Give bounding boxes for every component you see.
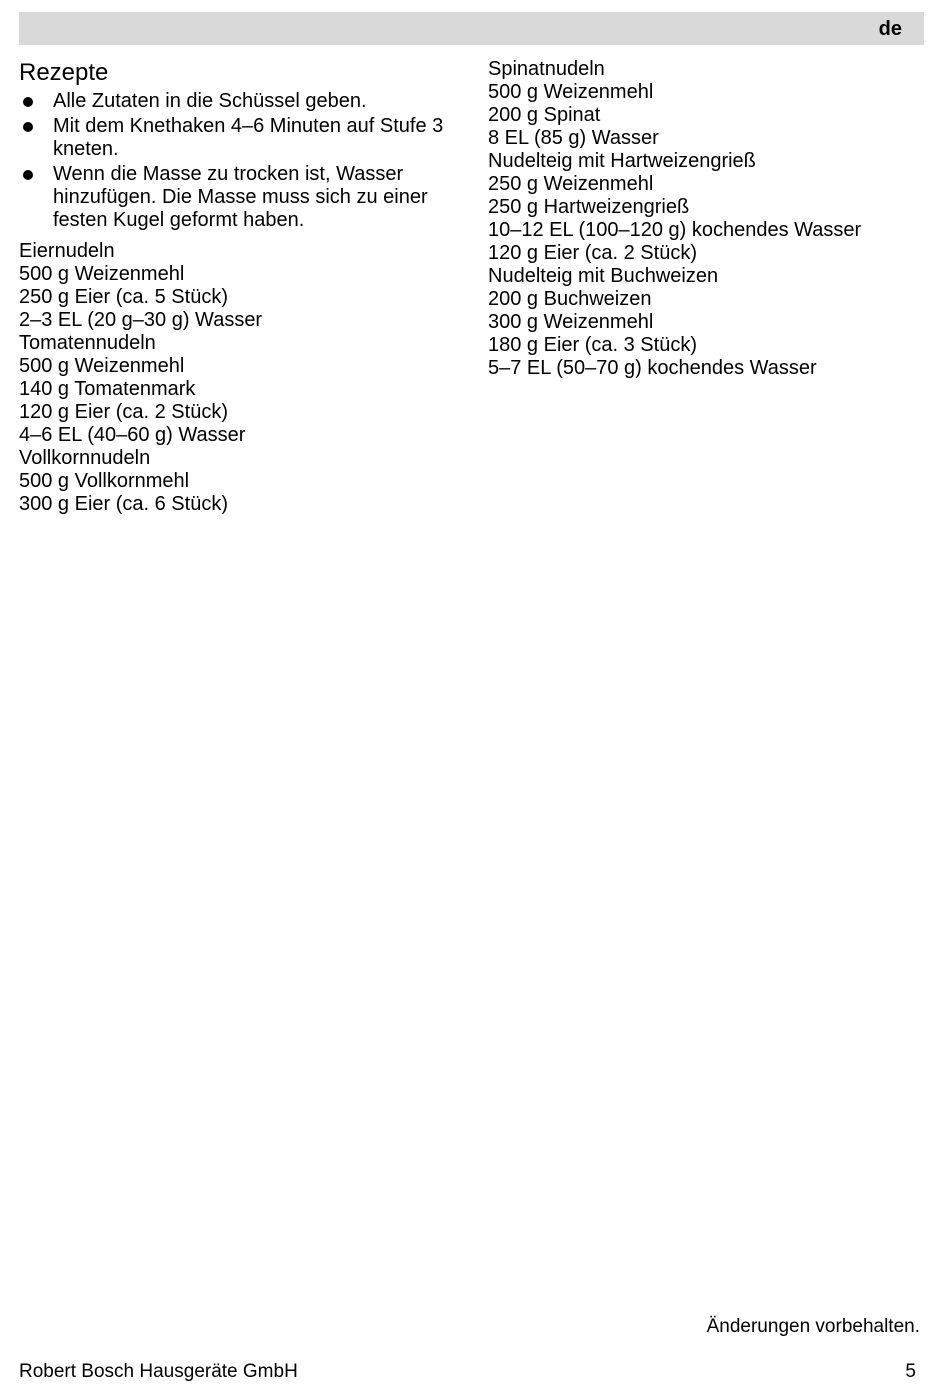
footer-company: Robert Bosch Hausgeräte GmbH — [19, 1361, 298, 1382]
ingredient: 2–3 EL (20 g–30 g) Wasser — [19, 309, 263, 331]
right-column — [488, 58, 928, 380]
step-item — [19, 163, 459, 232]
recipe-tomatennudeln — [19, 332, 459, 447]
ingredient: 250 g Eier (ca. 5 Stück) — [19, 286, 228, 308]
page-number: 5 — [905, 1361, 916, 1382]
ingredient: 300 g Weizenmehl — [488, 311, 654, 333]
ingredient: 4–6 EL (40–60 g) Wasser — [19, 424, 246, 446]
recipe-title: Nudelteig mit Hartweizengrieß — [488, 150, 756, 172]
step-item — [19, 90, 459, 113]
ingredient: 180 g Eier (ca. 3 Stück) — [488, 334, 697, 356]
recipe-title: Eiernudeln — [19, 240, 115, 262]
ingredient: 500 g Weizenmehl — [488, 81, 654, 103]
bullet-icon — [23, 122, 33, 132]
recipe-spinatnudeln — [488, 58, 928, 150]
ingredient: 500 g Weizenmehl — [19, 355, 185, 377]
steps-list — [19, 90, 459, 232]
ingredient: 120 g Eier (ca. 2 Stück) — [488, 242, 697, 264]
recipe-title: Spinatnudeln — [488, 58, 605, 80]
step-item — [19, 115, 459, 161]
ingredient: 200 g Spinat — [488, 104, 601, 126]
ingredient: 250 g Weizenmehl — [488, 173, 654, 195]
bullet-icon — [23, 97, 33, 107]
recipe-title: Tomatennudeln — [19, 332, 156, 354]
ingredient: 140 g Tomatenmark — [19, 378, 196, 400]
recipe-vollkornnudeln — [19, 447, 459, 516]
ingredient: 500 g Weizenmehl — [19, 263, 185, 285]
footer-note: Änderungen vorbehalten. — [706, 1316, 920, 1337]
recipe-eiernudeln — [19, 240, 459, 332]
recipe-buchweizen — [488, 265, 928, 380]
recipe-title: Nudelteig mit Buchweizen — [488, 265, 719, 287]
ingredient: 500 g Vollkornmehl — [19, 470, 190, 492]
language-bar — [19, 12, 924, 45]
ingredient: 250 g Hartweizengrieß — [488, 196, 690, 218]
ingredient: 10–12 EL (100–120 g) kochendes Wasser — [488, 219, 862, 241]
bullet-icon — [23, 170, 33, 180]
ingredient: 5–7 EL (50–70 g) kochendes Wasser — [488, 357, 817, 379]
step-text: Alle Zutaten in die Schüssel geben. — [53, 90, 367, 112]
step-text: Mit dem Knethaken 4–6 Minuten auf Stufe 3 kneten. — [53, 115, 444, 160]
ingredient: 200 g Buchweizen — [488, 288, 652, 310]
ingredient: 300 g Eier (ca. 6 Stück) — [19, 493, 228, 515]
step-text: Wenn die Masse zu trocken ist, Wasser hinzufügen. Die Masse muss sich zu einer festen Kugel geformt haben. — [53, 163, 428, 231]
left-column — [19, 58, 459, 516]
recipe-hartweizen — [488, 150, 928, 265]
section-title: Rezepte — [19, 59, 109, 86]
ingredient: 120 g Eier (ca. 2 Stück) — [19, 401, 228, 423]
recipe-title: Vollkornnudeln — [19, 447, 151, 469]
language-code: de — [878, 18, 902, 40]
ingredient: 8 EL (85 g) Wasser — [488, 127, 659, 149]
